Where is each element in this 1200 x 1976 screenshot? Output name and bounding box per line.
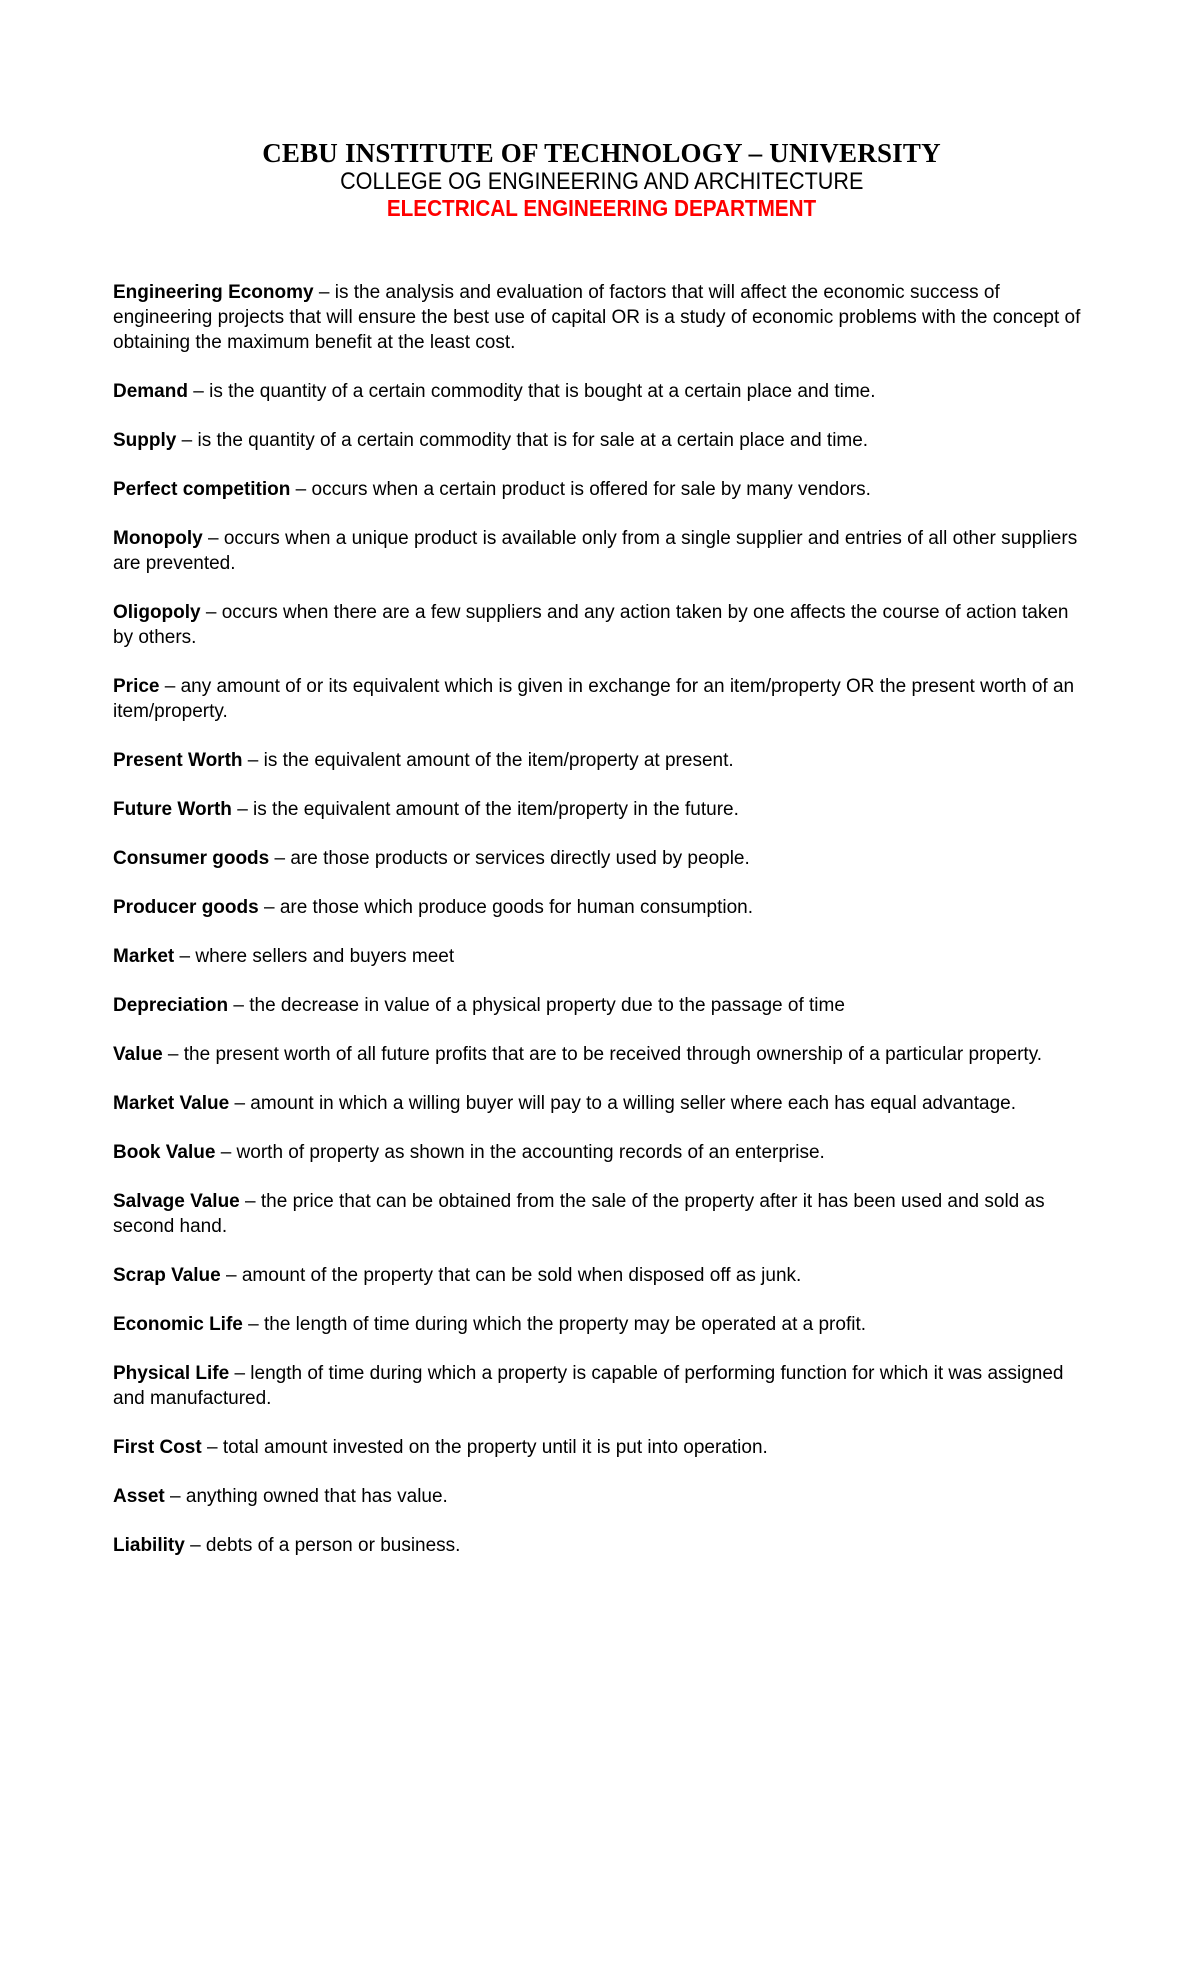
- term-label: Asset: [113, 1486, 165, 1507]
- definition-text: is the analysis and evaluation of factors that will affect the economic success of engineering projects that will ensure the best use of capital OR is a study of economic problems with the concept of obtaining the maximum benefit at the least cost.: [113, 282, 1081, 353]
- definition-paragraph: [113, 674, 1090, 724]
- term-separator: –: [215, 1142, 237, 1163]
- definition-text: is the quantity of a certain commodity that is bought at a certain place and time.: [209, 381, 876, 402]
- term-label: Liability: [113, 1535, 185, 1556]
- definition-text: occurs when a unique product is available only from a single supplier and entries of all other suppliers are prevented.: [113, 528, 1078, 574]
- term-label: Monopoly: [113, 528, 203, 549]
- definition-paragraph: [113, 1484, 1090, 1509]
- definition-paragraph: [113, 600, 1090, 650]
- term-separator: –: [201, 1437, 223, 1458]
- definition-text: amount of the property that can be sold when disposed off as junk.: [241, 1265, 802, 1286]
- term-separator: –: [202, 528, 224, 549]
- term-separator: –: [159, 676, 181, 697]
- definitions-list: [113, 280, 1090, 1558]
- definition-paragraph: [113, 1435, 1090, 1460]
- term-separator: –: [242, 750, 264, 771]
- definition-text: the decrease in value of a physical property due to the passage of time: [249, 995, 845, 1016]
- term-separator: –: [164, 1486, 186, 1507]
- term-label: Perfect competition: [113, 479, 291, 500]
- department-title-line: [113, 195, 1090, 222]
- definition-paragraph: [113, 428, 1090, 453]
- term-separator: –: [187, 381, 210, 402]
- term-separator: –: [200, 602, 222, 623]
- definition-text: are those which produce goods for human consumption.: [279, 897, 753, 918]
- definition-text: the price that can be obtained from the sale of the property after it has been used and sold as second hand.: [113, 1191, 1045, 1237]
- definition-text: amount in which a willing buyer will pay to a willing seller where each has equal advantage.: [250, 1093, 1017, 1114]
- definition-text: total amount invested on the property until it is put into operation.: [222, 1437, 768, 1458]
- definition-paragraph: [113, 1140, 1090, 1165]
- term-label: Physical Life: [113, 1363, 230, 1384]
- term-label: Depreciation: [113, 995, 229, 1016]
- definition-paragraph: [113, 797, 1090, 822]
- term-separator: –: [174, 946, 196, 967]
- term-label: Market Value: [113, 1093, 230, 1114]
- definition-text: occurs when a certain product is offered for sale by many vendors.: [311, 479, 871, 500]
- definition-text: where sellers and buyers meet: [195, 946, 455, 967]
- definition-paragraph: [113, 993, 1090, 1018]
- definition-paragraph: [113, 477, 1090, 502]
- term-separator: –: [242, 1314, 264, 1335]
- definition-paragraph: [113, 526, 1090, 576]
- term-separator: –: [258, 897, 280, 918]
- definition-paragraph: [113, 748, 1090, 773]
- term-separator: –: [313, 282, 335, 303]
- term-label: Value: [113, 1044, 163, 1065]
- term-label: Consumer goods: [113, 848, 270, 869]
- definition-text: occurs when there are a few suppliers and any action taken by one affects the course of action taken by others.: [113, 602, 1069, 648]
- definition-paragraph: [113, 895, 1090, 920]
- term-label: First Cost: [113, 1437, 202, 1458]
- term-separator: –: [269, 848, 291, 869]
- definition-paragraph: [113, 1533, 1090, 1558]
- department-title: ELECTRICAL ENGINEERING DEPARTMENT: [386, 195, 817, 221]
- definition-text: the length of time during which the property may be operated at a profit.: [263, 1314, 867, 1335]
- term-separator: –: [228, 995, 250, 1016]
- term-label: Producer goods: [113, 897, 259, 918]
- document-header: [113, 138, 1090, 222]
- definition-paragraph: [113, 1312, 1090, 1337]
- definition-text: debts of a person or business.: [205, 1535, 461, 1556]
- definition-paragraph: [113, 1091, 1090, 1116]
- term-separator: –: [162, 1044, 184, 1065]
- term-label: Oligopoly: [113, 602, 201, 623]
- definition-text: are those products or services directly used by people.: [290, 848, 750, 869]
- definition-text: is the quantity of a certain commodity that is for sale at a certain place and time.: [197, 430, 869, 451]
- definition-paragraph: [113, 846, 1090, 871]
- term-separator: –: [229, 1363, 251, 1384]
- definition-paragraph: [113, 1263, 1090, 1288]
- university-title: CEBU INSTITUTE OF TECHNOLOGY – UNIVERSITY: [262, 138, 941, 168]
- term-separator: –: [231, 799, 254, 820]
- term-label: Scrap Value: [113, 1265, 221, 1286]
- term-label: Price: [113, 676, 160, 697]
- term-separator: –: [290, 479, 312, 500]
- term-separator: –: [229, 1093, 251, 1114]
- college-subtitle-line: [113, 168, 1090, 195]
- term-separator: –: [239, 1191, 261, 1212]
- term-separator: –: [220, 1265, 242, 1286]
- definition-text: anything owned that has value.: [185, 1486, 448, 1507]
- term-label: Present Worth: [113, 750, 243, 771]
- term-separator: –: [184, 1535, 206, 1556]
- definition-text: is the equivalent amount of the item/property at present.: [263, 750, 734, 771]
- definition-text: worth of property as shown in the accounting records of an enterprise.: [236, 1142, 825, 1163]
- definition-text: length of time during which a property is capable of performing function for which it was assigned and manufactured.: [113, 1363, 1064, 1409]
- term-label: Market: [113, 946, 175, 967]
- term-separator: –: [176, 430, 198, 451]
- term-label: Economic Life: [113, 1314, 243, 1335]
- term-label: Engineering Economy: [113, 282, 314, 303]
- definition-paragraph: [113, 944, 1090, 969]
- term-label: Supply: [113, 430, 177, 451]
- definition-paragraph: [113, 1189, 1090, 1239]
- term-label: Demand: [113, 381, 188, 402]
- definition-paragraph: [113, 1361, 1090, 1411]
- definition-paragraph: [113, 1042, 1090, 1067]
- definition-paragraph: [113, 379, 1090, 404]
- term-label: Future Worth: [113, 799, 232, 820]
- definition-text: the present worth of all future profits that are to be received through ownership of a particular property.: [183, 1044, 1043, 1065]
- definition-text: is the equivalent amount of the item/property in the future.: [253, 799, 739, 820]
- term-label: Salvage Value: [113, 1191, 240, 1212]
- term-label: Book Value: [113, 1142, 216, 1163]
- definition-text: any amount of or its equivalent which is given in exchange for an item/property OR the present worth of an item/property.: [113, 676, 1075, 722]
- definition-paragraph: [113, 280, 1090, 355]
- college-subtitle: COLLEGE OG ENGINEERING AND ARCHITECTURE: [339, 168, 864, 195]
